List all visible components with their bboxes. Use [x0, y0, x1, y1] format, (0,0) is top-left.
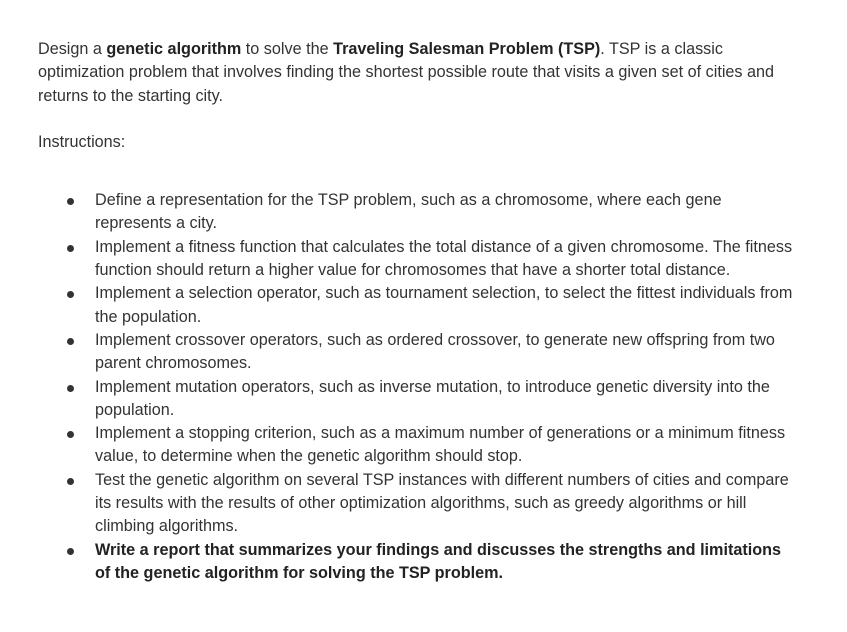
list-item-text: Write a report that summarizes your findings and discusses the strengths and limitations of the genetic algorithm for solving the TSP problem. [95, 540, 782, 582]
list-item [38, 236, 795, 283]
list-item [38, 422, 795, 469]
bullet-icon [67, 291, 74, 298]
bullet-icon [67, 198, 74, 205]
list-item-text: Test the genetic algorithm on several TSP instances with different numbers of cities and compare its results with the results of other optimization algorithms, such as greedy algorithms or hill climbing algorithms. [95, 470, 789, 536]
instruction-list [38, 189, 808, 585]
intro-middle: to solve the [241, 40, 334, 58]
list-item-text: Define a representation for the TSP problem, such as a chromosome, where each gene represents a city. [95, 191, 722, 233]
intro-paragraph [38, 38, 808, 108]
list-item-text: Implement crossover operators, such as ordered crossover, to generate new offspring from two parent chromosomes. [95, 330, 775, 373]
intro-prefix: Design a [38, 40, 107, 58]
bullet-icon [67, 338, 74, 345]
list-item-text: Implement a stopping criterion, such as a maximum number of generations or a minimum fitness value, to determine when the genetic algorithm should stop. [95, 424, 786, 466]
list-item [38, 189, 795, 236]
instructions-heading: Instructions: [38, 132, 126, 151]
bullet-icon [67, 431, 74, 438]
intro-suffix: . TSP is a classic optimization problem that involves finding the shortest possible route that visits a given set of cities and returns to the starting city. [38, 40, 775, 105]
list-item [38, 376, 795, 423]
bullet-icon [67, 478, 74, 485]
bullet-icon [67, 548, 74, 555]
document-body [38, 38, 808, 585]
list-item-text: Implement a fitness function that calculates the total distance of a given chromosome. The fitness function should return a higher value for chromosomes that have a shorter total distance. [95, 237, 793, 280]
intro-bold-genetic-algorithm: genetic algorithm [106, 40, 242, 58]
list-item [38, 469, 795, 539]
intro-bold-tsp: Traveling Salesman Problem (TSP) [333, 40, 601, 58]
list-item-text: Implement a selection operator, such as tournament selection, to select the fittest individuals from the population. [95, 284, 793, 326]
list-item-text: Implement mutation operators, such as inverse mutation, to introduce genetic diversity into the population. [95, 377, 770, 419]
list-item-report [38, 539, 795, 586]
list-item [38, 329, 795, 376]
list-item [38, 282, 795, 329]
bullet-icon [67, 385, 74, 392]
bullet-icon [67, 245, 74, 252]
